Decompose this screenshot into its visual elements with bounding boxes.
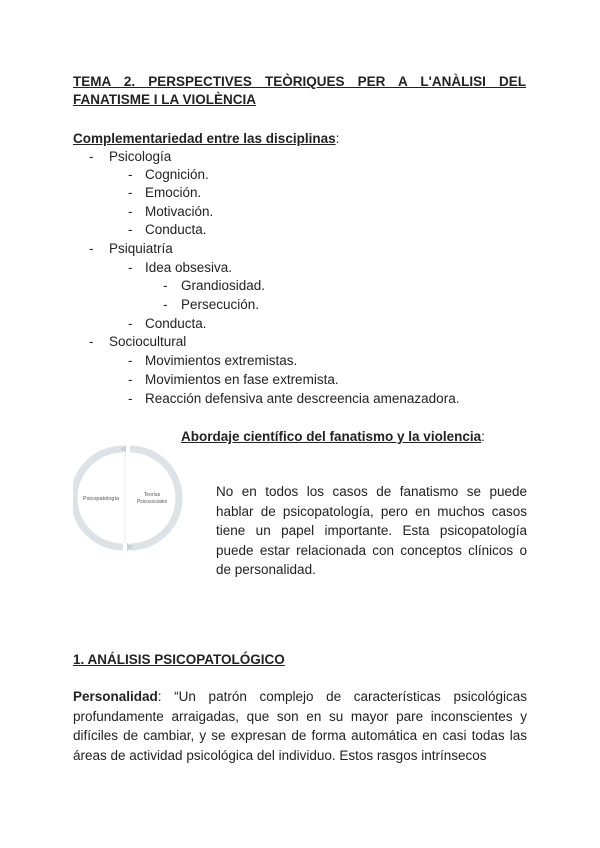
bullet-dash: - — [163, 297, 168, 312]
list-item: Psicología — [109, 149, 172, 164]
list-item: Sociocultural — [109, 334, 187, 349]
bullet-dash: - — [128, 204, 133, 219]
section-heading-approach — [181, 428, 485, 446]
section-heading-colon: : — [481, 429, 485, 444]
list-item: Conducta. — [145, 222, 207, 237]
list-item: Idea obsesiva. — [145, 260, 233, 275]
section-heading-text: Abordaje científico del fanatismo y la violencia — [181, 429, 482, 444]
personality-definition: : “Un patrón complejo de características psicológicas profundamente arraigadas, que son en su mayor pare inconscientes y difíciles de cambiar, y se expresan de forma automática en casi todas las áreas de actividad psicológica del individuo. Estos rasgos intrínsecos — [73, 689, 527, 763]
bullet-dash: - — [128, 353, 133, 368]
bullet-dash: - — [128, 185, 133, 200]
bullet-dash: - — [128, 372, 133, 387]
list-item: Emoción. — [145, 185, 202, 200]
diagram-label-psychopathology: Psicopatología — [82, 496, 120, 502]
section-heading-colon: : — [335, 131, 340, 146]
list-item: Persecución. — [181, 297, 260, 312]
diagram-label-psychosocial: Psicosociales — [136, 499, 168, 505]
cycle-diagram — [73, 443, 183, 553]
document-title: TEMA 2. PERSPECTIVES TEÒRIQUES PER A L'ANÀLISI DEL FANATISME I LA VIOLÈNCIA — [73, 74, 526, 107]
bullet-dash: - — [89, 149, 94, 164]
section-heading-disciplines — [73, 130, 339, 148]
bullet-dash: - — [163, 278, 168, 293]
bullet-dash: - — [89, 241, 94, 256]
section-heading-psychopathology: 1. ANÁLISIS PSICOPATOLÓGICO — [73, 652, 285, 667]
cycle-arc-right — [130, 449, 179, 547]
list-item: Movimientos extremistas. — [145, 353, 298, 368]
list-item: Grandiosidad. — [181, 278, 266, 293]
term-personality: Personalidad — [73, 689, 158, 704]
list-item: Movimientos en fase extremista. — [145, 372, 339, 387]
list-item: Reacción defensiva ante descreencia amenazadora. — [145, 391, 460, 406]
bullet-dash: - — [128, 260, 133, 275]
list-item: Motivación. — [145, 204, 214, 219]
bullet-dash: - — [128, 222, 133, 237]
bullet-dash: - — [89, 334, 94, 349]
approach-paragraph: No en todos los casos de fanatismo se puede hablar de psicopatología, pero en muchos casos tiene un papel importante. Esta psicopatología puede estar relacionada con conceptos clínicos o de personalidad. — [216, 484, 527, 577]
bullet-dash: - — [128, 316, 133, 331]
personality-paragraph — [73, 687, 527, 765]
bullet-dash: - — [128, 391, 133, 406]
list-item: Cognición. — [145, 167, 209, 182]
bullet-dash: - — [128, 167, 133, 182]
list-item: Psiquiatría — [109, 241, 173, 256]
list-item: Conducta. — [145, 316, 207, 331]
diagram-label-theories: Teorías — [143, 492, 161, 498]
section-heading-text: Complementariedad entre las disciplinas — [73, 131, 336, 146]
